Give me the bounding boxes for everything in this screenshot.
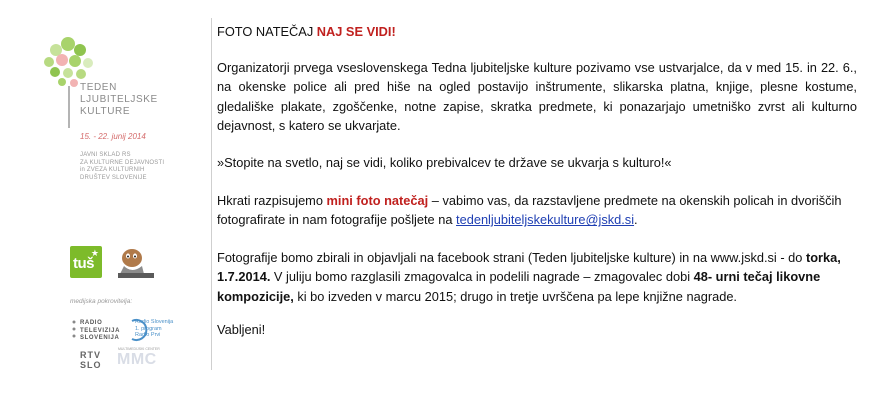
paragraph-invitation: Organizatorji prvega vseslovenskega Tedna ljubiteljske kulture pozivamo vse ustvarjalce, da v med 15. in 22. 6., na okenske police ali pred hiše na ogled postavijo inštrumente, slikarska platna, knjige, plesne kostume, gledališke plakate, zgoščenke, notne zapise, skratka predmete, ki ponazarjajo umetniško zvrst ali kulturno dejavnost, s katero se ukvarjate. <box>217 60 857 134</box>
closing-line: Vabljeni! <box>217 322 266 337</box>
rtv-slo-line: SLO <box>80 360 102 370</box>
rtv-slo-logo <box>80 350 102 370</box>
announcement-title <box>217 22 396 41</box>
organizer-line: ZA KULTURNE DEJAVNOSTI <box>80 159 165 166</box>
rtv-slo-line: RTV <box>80 350 101 360</box>
radio-slo-line: Radio Slovenija <box>135 319 174 325</box>
event-title <box>80 82 158 118</box>
contest-text: Hkrati razpisujemo <box>217 193 327 208</box>
contest-text: . <box>634 212 638 228</box>
radio-televizija-name <box>80 320 120 343</box>
organizer-line: DRUŠTEV SLOVENIJE <box>80 174 147 181</box>
media-sponsors-label: medijska pokrovitelja: <box>70 298 133 305</box>
paragraph-quote: »Stopite na svetlo, naj se vidi, koliko prebivalcev te države se ukvarja s kulturo!« <box>217 155 672 170</box>
tus-logo-text: tuš <box>73 255 94 272</box>
radio-slo-line: Radio Prvi <box>135 332 161 339</box>
radio-slovenija-label <box>135 319 173 339</box>
main-prize: 48- urni tečaj likovne kompozicije, <box>217 269 821 304</box>
star-icon: ★ <box>90 248 99 258</box>
radio-name-line: SLOVENIJA <box>80 335 120 341</box>
sidebar <box>0 0 212 404</box>
tus-sponsor-logo <box>70 246 102 278</box>
radio-slo-line: 1. program <box>135 325 162 332</box>
vertical-divider <box>211 18 212 370</box>
event-title-line: TEDEN <box>80 82 117 93</box>
event-title-line: KULTURE <box>80 106 131 117</box>
email-link[interactable]: tedenljubiteljskekulture@jskd.si <box>456 212 635 228</box>
paragraph-prizes <box>217 248 857 306</box>
organizer-line: JAVNI SKLAD RS <box>80 152 131 158</box>
mmc-logo: MMC <box>117 351 157 368</box>
event-dates: 15. - 22. junij 2014 <box>80 132 146 141</box>
organizers <box>80 152 164 182</box>
prizes-text: ki bo izveden v marcu 2015; drugo in tretje uvrščena pa lepe knjižne nagrade. <box>293 288 737 304</box>
organizer-line: in ZVEZA KULTURNIH <box>80 167 145 174</box>
mascot-logo-icon <box>112 244 160 280</box>
title-highlight: NAJ SE VIDI! <box>316 24 396 39</box>
deadline-date: torka, 1.7.2014. <box>217 250 841 285</box>
event-title-line: LJUBITELJSKE <box>80 94 158 105</box>
radio-name-line: TELEVIZIJA <box>80 327 121 334</box>
prizes-text: Fotografije bomo zbirali in objavljali na facebook strani (Teden ljubiteljske kulture) in na www.jskd.si - do <box>217 250 806 265</box>
radio-name-line: RADIO <box>80 320 103 326</box>
prizes-text: V juliju bomo razglasili zmagovalca in podelili nagrade – zmagovalec dobi <box>270 269 694 285</box>
paragraph-contest <box>217 191 857 230</box>
mmc-subtitle: MULTIMEDIJSKI CENTER <box>118 347 160 351</box>
contest-highlight: mini foto natečaj <box>326 193 429 208</box>
contest-text: – vabimo vas, da razstavljene predmete na okenskih policah in dvoriščih fotografirate in nam fotografije pošljete na <box>217 193 842 228</box>
title-plain: FOTO NATEČAJ <box>217 24 317 39</box>
